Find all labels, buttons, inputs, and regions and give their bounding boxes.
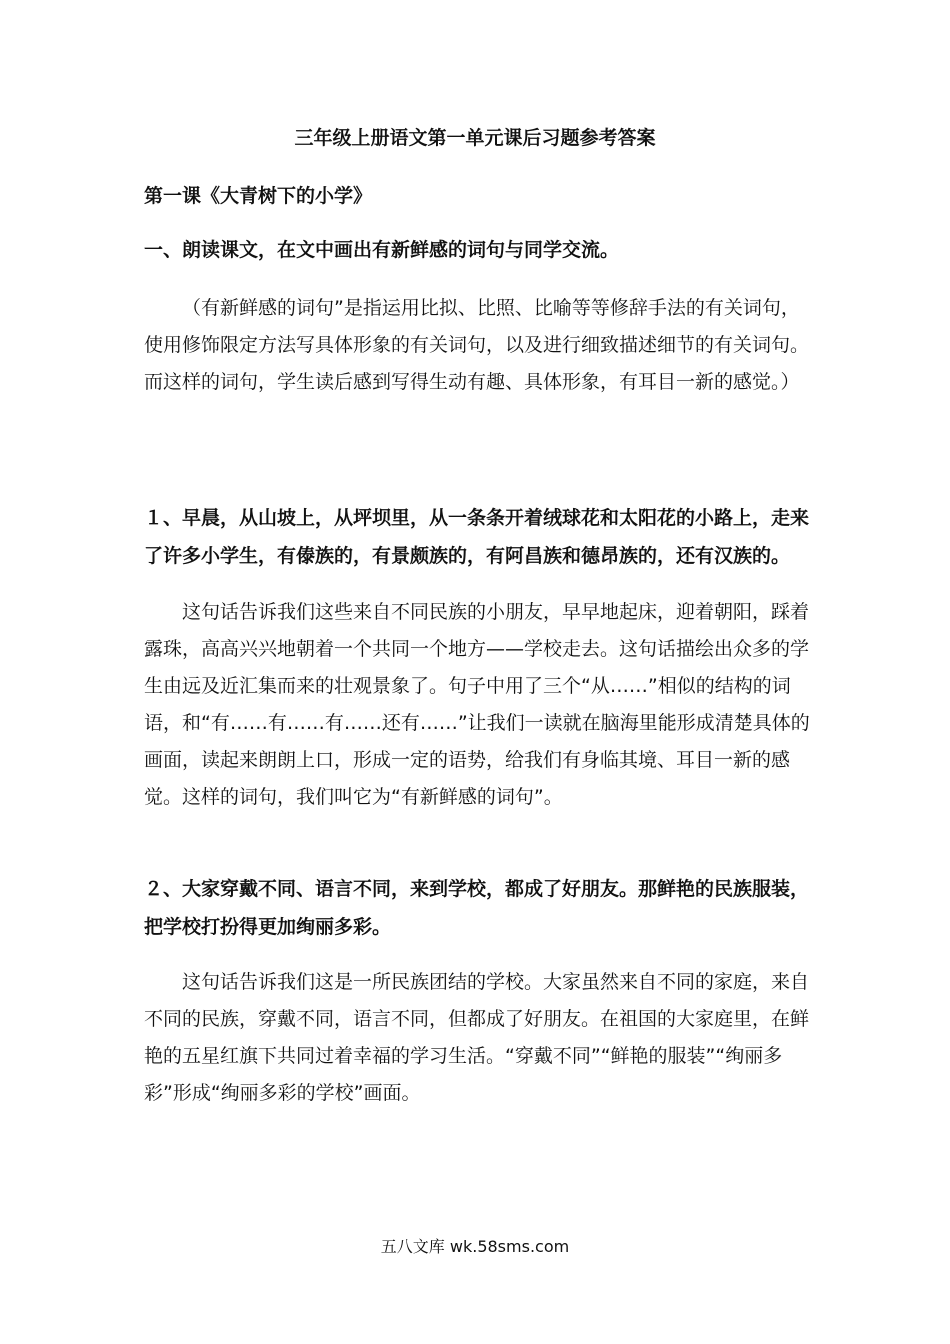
lesson-heading: 第一课《大青树下的小学》 xyxy=(144,185,373,207)
quote-sentence-1: １、早晨，从山坡上，从坪坝里，从一条条开着绒球花和太阳花的小路上，走来了许多小学生，有傣族的，有景颇族的，有阿昌族和德昂族的，还有汉族的。 xyxy=(144,507,810,567)
explanation-paragraph-1: 这句话告诉我们这些来自不同民族的小朋友，早早地起床，迎着朝阳，踩着露珠，高高兴兴地朝着一个共同一个地方——学校走去。这句话描绘出众多的学生由远及近汇集而来的壮观景象了。句子中用了三个“从……”相似的结构的词语，和“有……有……有……还有……”让我们一读就在脑海里能形成清楚具体的画面，读起来朗朗上口，形成一定的语势，给我们有身临其境、耳目一新的感觉。这样的词句，我们叫它为“有新鲜感的词句”。 xyxy=(144,601,810,808)
page-footer: 五八文库 wk.58sms.com xyxy=(380,1237,570,1256)
task-heading: 一、朗读课文，在文中画出有新鲜感的词句与同学交流。 xyxy=(144,239,620,261)
intro-paragraph: （有新鲜感的词句”是指运用比拟、比照、比喻等等修辞手法的有关词句，使用修饰限定方法写具体形象的有关词句，以及进行细致描述细节的有关词句。而这样的词句，学生读后感到写得生动有趣、具体形象，有耳目一新的感觉。） xyxy=(144,297,810,393)
document-title: 三年级上册语文第一单元课后习题参考答案 xyxy=(294,127,656,149)
explanation-paragraph-2: 这句话告诉我们这是一所民族团结的学校。大家虽然来自不同的家庭，来自不同的民族，穿戴不同，语言不同，但都成了好朋友。在祖国的大家庭里，在鲜艳的五星红旗下共同过着幸福的学习生活。“穿戴不同”“鲜艳的服装”“绚丽多彩”形成“绚丽多彩的学校”画面。 xyxy=(144,971,810,1104)
quote-sentence-2: ２、大家穿戴不同、语言不同，来到学校，都成了好朋友。那鲜艳的民族服装，把学校打扮得更加绚丽多彩。 xyxy=(144,878,810,938)
